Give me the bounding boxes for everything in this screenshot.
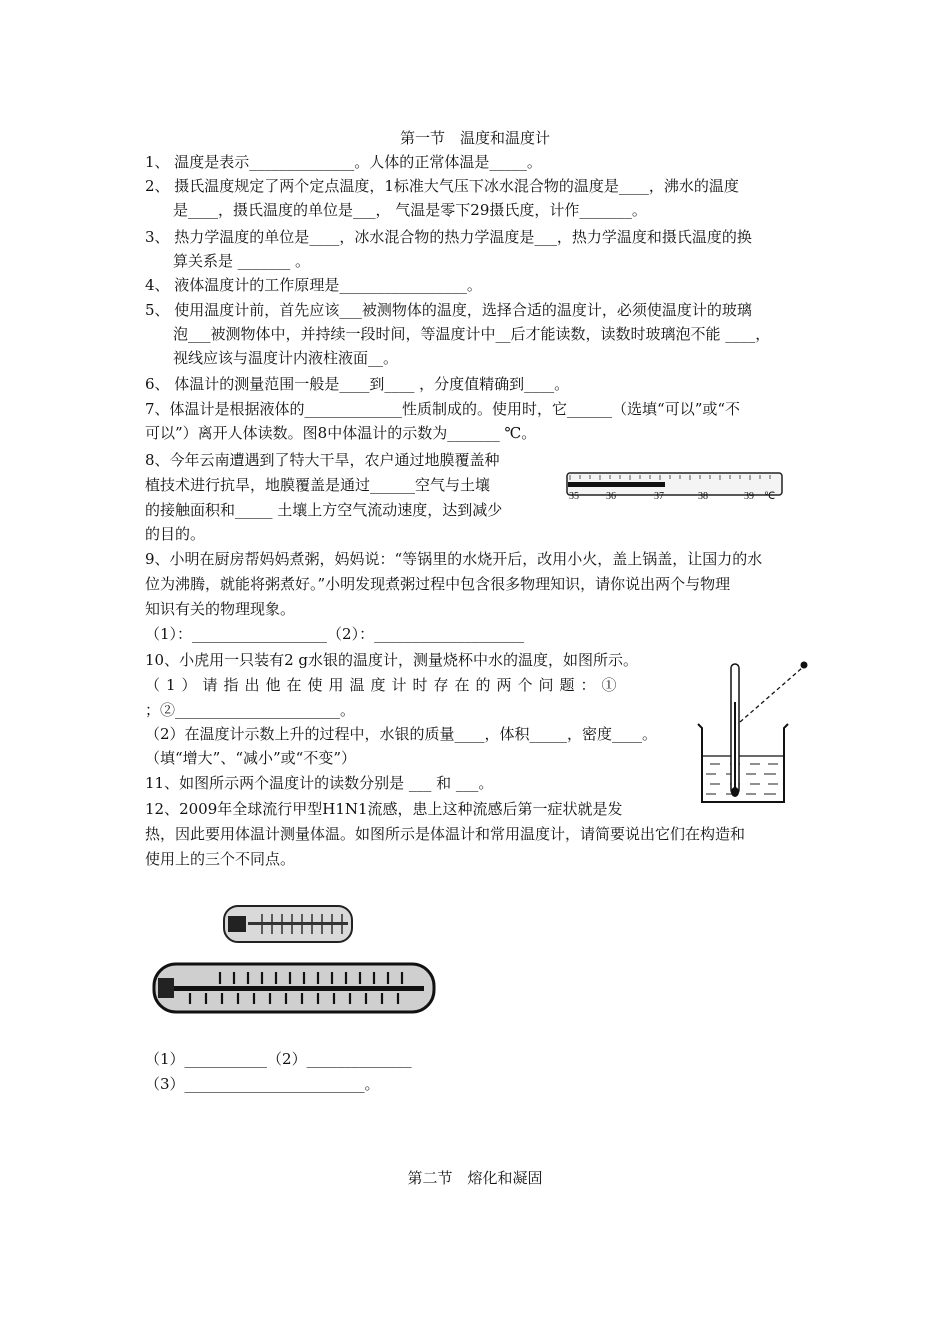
thermometers-photo	[150, 888, 440, 1023]
question-2-line1: 2、 摄氏温度规定了两个定点温度，1标准大气压下冰水混合物的温度是____，沸水的温度	[145, 177, 739, 195]
section1-title: 第一节 温度和温度计	[399, 129, 550, 147]
clinical-thermometer-figure	[566, 470, 784, 504]
question-11: 11、如图所示两个温度计的读数分别是 ___ 和 ___。	[145, 774, 494, 792]
question-8-line1: 8、今年云南遭遇到了特大干旱，农户通过地膜覆盖种	[145, 451, 500, 469]
question-10-line2: （1）请指出他在使用温度计时存在的两个问题：①	[145, 676, 623, 694]
question-9-line1: 9、小明在厨房帮妈妈煮粥，妈妈说：“等锅里的水烧开后，改用小火，盖上锅盖，让国力的水	[145, 550, 763, 568]
question-4: 4、 液体温度计的工作原理是_________________。	[145, 276, 482, 294]
question-8-line3: 的接触面积和_____ 土壤上方空气流动速度，达到减少	[145, 501, 503, 519]
question-10-line5: （填“增大”、“减小”或“不变”）	[145, 749, 357, 767]
question-8-line2: 植技术进行抗旱，地膜覆盖是通过______空气与土壤	[145, 476, 491, 494]
question-9-answers: （1）：__________________（2）：____________________	[145, 625, 525, 643]
scale-label-37: 37	[654, 491, 664, 502]
question-3-line1: 3、 热力学温度的单位是____，冰水混合物的热力学温度是___，热力学温度和摄氏温度的换	[145, 228, 752, 246]
question-3-line2: 算关系是 _______ 。	[173, 252, 311, 270]
question-7-line1: 7、体温计是根据液体的_____________性质制成的。使用时，它______（选填“可以”或“不	[145, 400, 741, 418]
scale-label-unit: ℃	[764, 491, 776, 502]
scale-label-35: 35	[569, 491, 579, 502]
question-7-line2: 可以”）离开人体读数。图8中体温计的示数为_______ ℃。	[145, 424, 537, 442]
question-12-line2: 热，因此要用体温计测量体温。如图所示是体温计和常用温度计，请简要说出它们在构造和	[145, 825, 746, 843]
scale-label-39: 39	[744, 491, 754, 502]
question-5-line1: 5、 使用温度计前，首先应该___被测物体的温度，选择合适的温度计，必须使温度计的玻璃	[145, 301, 752, 319]
question-5-line3: 视线应该与温度计内液柱液面__。	[173, 349, 399, 367]
question-10-line3: ；②______________________。	[145, 701, 356, 719]
question-12-answers-line2: （3）________________________。	[145, 1075, 380, 1093]
question-5-line2: 泡___被测物体中，并持续一段时间，等温度计中__后才能读数，读数时玻璃泡不能 ____，	[173, 325, 771, 343]
question-9-line3: 知识有关的物理现象。	[145, 600, 296, 618]
question-12-line1: 12、2009年全球流行甲型H1N1流感，患上这种流感后第一症状就是发	[145, 800, 623, 818]
scale-label-36: 36	[606, 491, 616, 502]
question-9-line2: 位为沸腾，就能将粥煮好。”小明发现煮粥过程中包含很多物理知识，请你说出两个与物理	[145, 575, 731, 593]
question-2-line2: 是____，摄氏温度的单位是___， 气温是零下29摄氏度，计作_______。	[173, 201, 647, 219]
question-1: 1、 温度是表示______________。人体的正常体温是_____。	[145, 153, 542, 171]
question-6: 6、 体温计的测量范围一般是____到____ ，分度值精确到____。	[145, 375, 570, 393]
question-10-line4: （2）在温度计示数上升的过程中，水银的质量____，体积_____，密度____。	[145, 725, 658, 743]
section2-title: 第二节 熔化和凝固	[407, 1169, 543, 1187]
scale-label-38: 38	[698, 491, 708, 502]
question-12-answers-line1: （1）___________（2）______________	[145, 1050, 412, 1068]
question-12-line3: 使用上的三个不同点。	[145, 850, 296, 868]
question-8-line4: 的目的。	[145, 525, 206, 543]
question-10-line1: 10、小虎用一只装有2 g水银的温度计，测量烧杯中水的温度，如图所示。	[145, 651, 639, 669]
